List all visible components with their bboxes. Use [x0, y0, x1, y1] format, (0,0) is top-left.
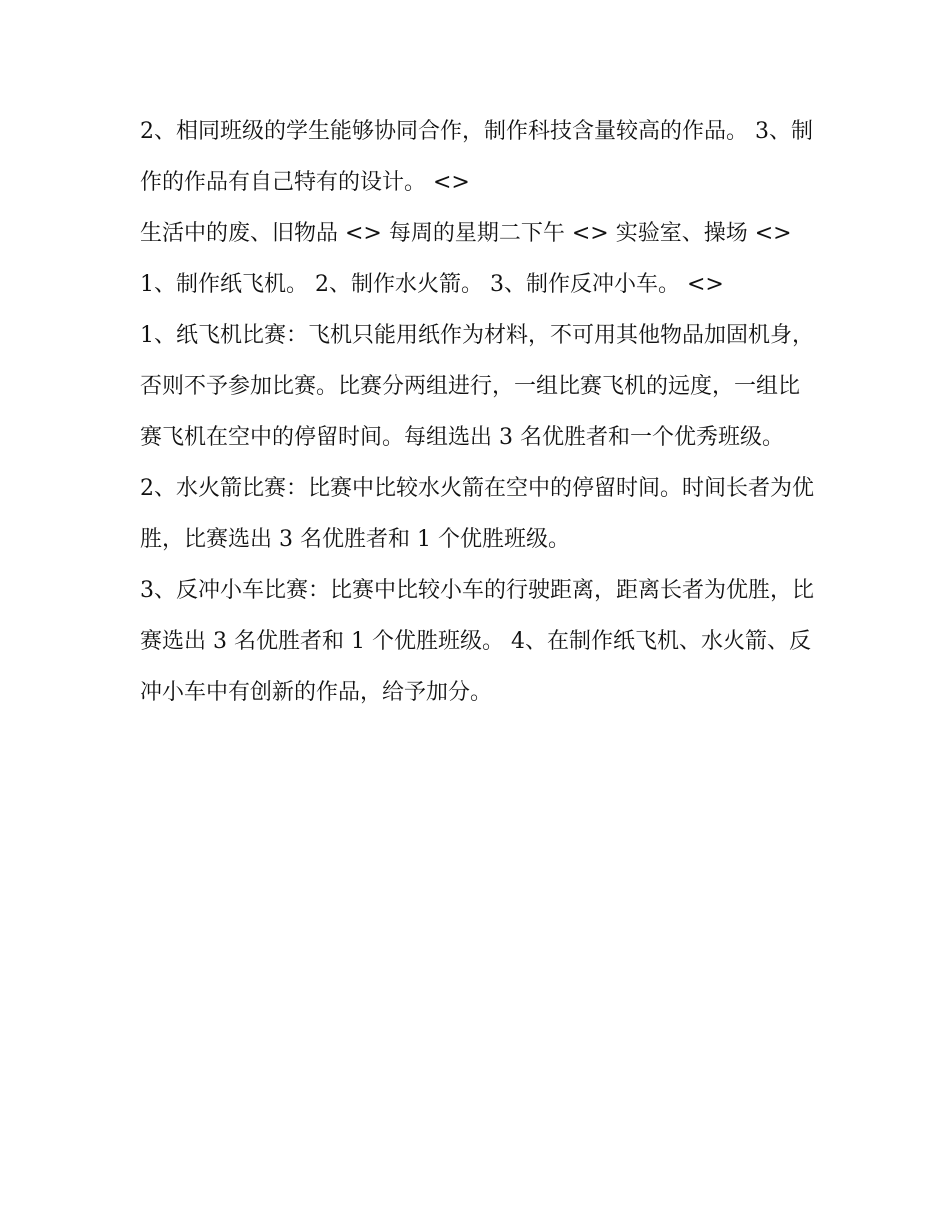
- paragraph-materials-schedule: 生活中的废、旧物品 <> 每周的星期二下午 <> 实验室、操场 <> 1、制作纸飞机。 2、制作水火箭。 3、制作反冲小车。 <>: [140, 221, 792, 297]
- document-body: [140, 106, 820, 718]
- paragraph-water-rocket-contest: 2、水火箭比赛：比赛中比较水火箭在空中的停留时间。时间长者为优胜，比赛选出 3 名优胜者和 1 个优胜班级。: [140, 476, 814, 552]
- paragraph-requirements: 2、相同班级的学生能够协同合作，制作科技含量较高的作品。 3、制作的作品有自己特有的设计。 <>: [140, 119, 813, 195]
- paragraph-recoil-car-contest: 3、反冲小车比赛：比赛中比较小车的行驶距离，距离长者为优胜，比赛选出 3 名优胜者和 1 个优胜班级。 4、在制作纸飞机、水火箭、反冲小车中有创新的作品，给予加分。: [140, 578, 814, 705]
- paragraph-paper-plane-contest: 1、纸飞机比赛：飞机只能用纸作为材料，不可用其他物品加固机身，否则不予参加比赛。比赛分两组进行，一组比赛飞机的远度，一组比赛飞机在空中的停留时间。每组选出 3 名优胜者和一个优秀班级。: [140, 323, 814, 450]
